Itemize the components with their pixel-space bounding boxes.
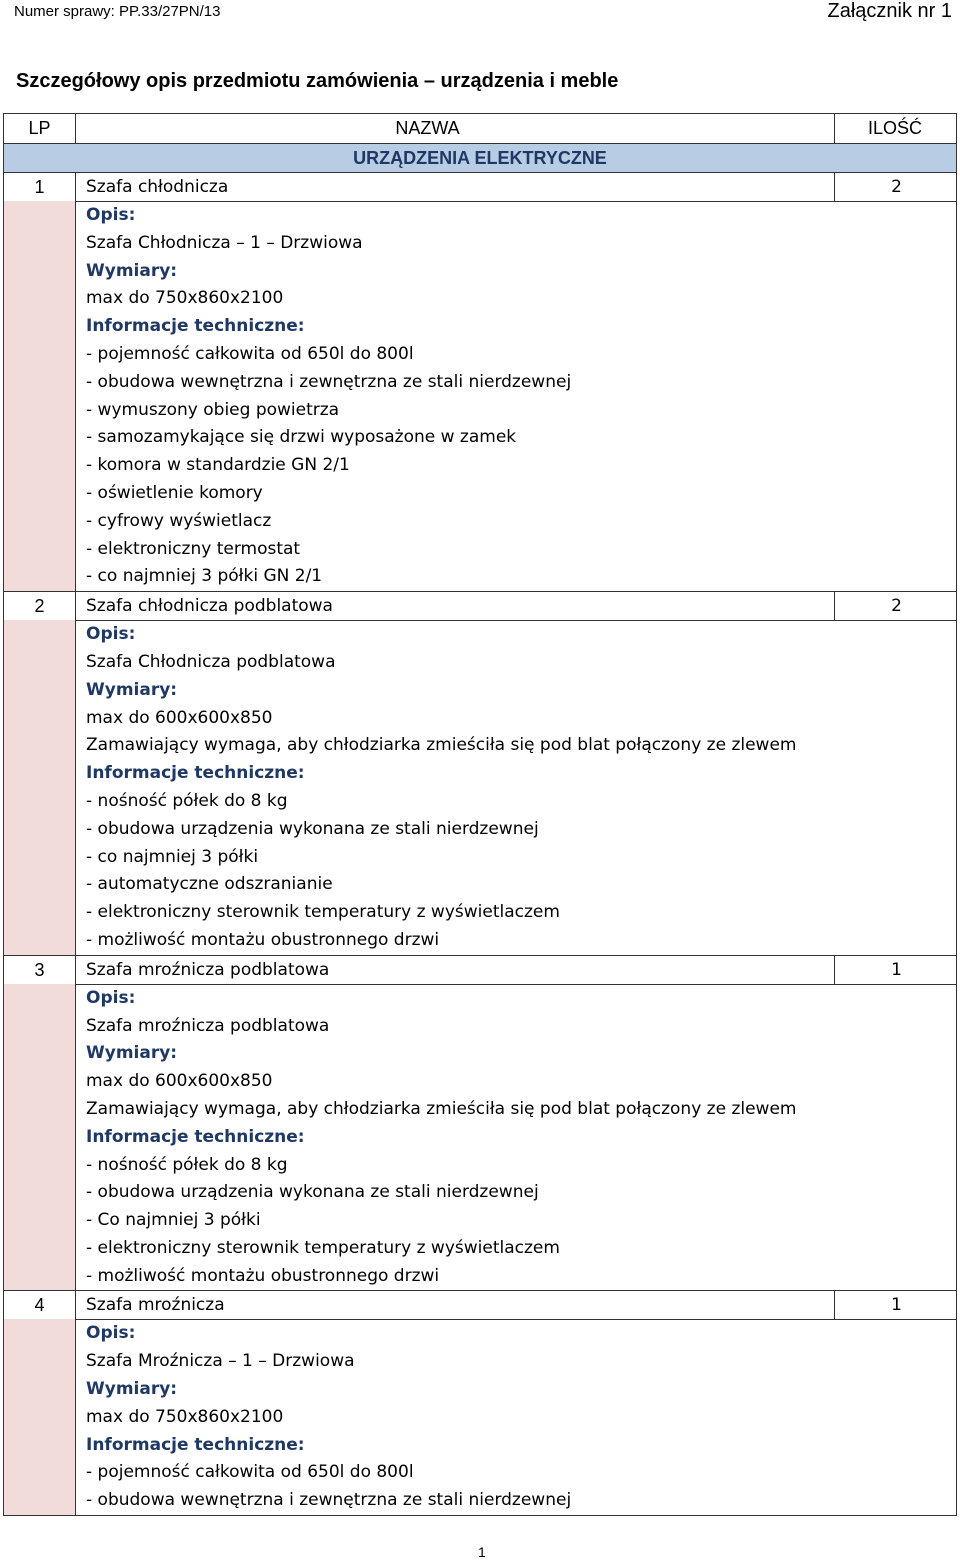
case-number: Numer sprawy: PP.33/27PN/13 — [14, 3, 221, 20]
item-quantity: 1 — [891, 1295, 902, 1316]
item-description — [76, 621, 956, 955]
description-line: Zamawiający wymaga, aby chłodziarka zmieściła się pod blat połączony ze zlewem — [86, 1098, 797, 1119]
description-line: max do 750x860x2100 — [86, 288, 284, 309]
description-line: - automatyczne odszranianie — [86, 874, 333, 895]
description-label: Opis: — [86, 624, 136, 645]
description-line: - elektroniczny sterownik temperatury z wyświetlaczem — [86, 902, 560, 923]
description-label: Wymiary: — [86, 679, 178, 700]
description-label: Opis: — [86, 1323, 136, 1344]
item-body — [76, 592, 956, 955]
description-line: - komora w standardzie GN 2/1 — [86, 455, 350, 476]
description-label: Wymiary: — [86, 1379, 178, 1400]
description-line: Szafa mroźnicza podblatowa — [86, 1015, 330, 1036]
table-row — [3, 592, 957, 956]
description-label: Informacje techniczne: — [86, 1434, 305, 1455]
item-name-line — [76, 1291, 956, 1320]
item-description — [76, 985, 956, 1291]
description-line: - obudowa wewnętrzna i zewnętrzna ze stali nierdzewnej — [86, 371, 572, 392]
description-line: - możliwość montażu obustronnego drzwi — [86, 929, 440, 950]
item-number: 3 — [4, 956, 75, 984]
description-line: Szafa Mroźnicza – 1 – Drzwiowa — [86, 1351, 355, 1372]
description-line: Szafa Chłodnicza – 1 – Drzwiowa — [86, 232, 363, 253]
item-name-line — [76, 592, 956, 621]
items-table — [3, 113, 957, 1516]
description-line: - możliwość montażu obustronnego drzwi — [86, 1265, 440, 1286]
col-name-header: NAZWA — [76, 114, 835, 143]
item-name: Szafa chłodnicza podblatowa — [76, 592, 835, 620]
item-name: Szafa mroźnicza — [76, 1291, 835, 1319]
description-line: - obudowa wewnętrzna i zewnętrzna ze stali nierdzewnej — [86, 1490, 572, 1511]
item-number: 1 — [4, 173, 75, 201]
col-qty-header: ILOŚĆ — [867, 118, 922, 138]
item-body — [76, 956, 956, 1291]
table-row — [3, 173, 957, 592]
description-label: Informacje techniczne: — [86, 1126, 305, 1147]
description-line: - obudowa urządzenia wykonana ze stali nierdzewnej — [86, 1182, 539, 1203]
description-label: Wymiary: — [86, 260, 178, 281]
description-line: - pojemność całkowita od 650l do 800l — [86, 343, 414, 364]
description-line: - nośność półek do 8 kg — [86, 790, 288, 811]
description-line: - wymuszony obieg powietrza — [86, 399, 340, 420]
section-header: URZĄDZENIA ELEKTRYCZNE — [3, 144, 957, 173]
item-name: Szafa mroźnicza podblatowa — [76, 956, 835, 984]
description-line: max do 750x860x2100 — [86, 1406, 284, 1427]
item-quantity: 2 — [891, 596, 902, 617]
document-title: Szczegółowy opis przedmiotu zamówienia – urządzenia i meble — [16, 70, 619, 92]
lp-cell — [4, 592, 76, 955]
description-line: - co najmniej 3 półki GN 2/1 — [86, 566, 323, 587]
col-lp-header: LP — [4, 114, 76, 143]
attachment-label: Załącznik nr 1 — [827, 0, 952, 22]
item-quantity: 2 — [891, 177, 902, 197]
item-description — [76, 202, 956, 591]
description-line: - elektroniczny termostat — [86, 538, 301, 559]
item-number: 4 — [4, 1291, 75, 1319]
table-row — [3, 1291, 957, 1516]
table-header-row — [3, 114, 957, 144]
item-number: 2 — [4, 592, 75, 620]
description-line: - cyfrowy wyświetlacz — [86, 510, 272, 531]
description-label: Informacje techniczne: — [86, 763, 305, 784]
description-line: Szafa Chłodnicza podblatowa — [86, 651, 336, 672]
items-container — [3, 173, 957, 1516]
item-name-line — [76, 956, 956, 985]
item-name: Szafa chłodnicza — [76, 173, 835, 201]
page-number: 1 — [478, 1544, 486, 1560]
table-row — [3, 956, 957, 1292]
description-line: Zamawiający wymaga, aby chłodziarka zmieściła się pod blat połączony ze zlewem — [86, 735, 797, 756]
description-line: - obudowa urządzenia wykonana ze stali nierdzewnej — [86, 818, 539, 839]
item-body — [76, 1291, 956, 1515]
item-name-line — [76, 173, 956, 202]
description-line: - oświetlenie komory — [86, 482, 263, 503]
description-line: - samozamykające się drzwi wyposażone w zamek — [86, 427, 517, 448]
description-label: Informacje techniczne: — [86, 316, 305, 337]
lp-cell — [4, 173, 76, 591]
description-label: Opis: — [86, 205, 136, 225]
item-body — [76, 173, 956, 591]
description-label: Opis: — [86, 987, 136, 1008]
description-line: - Co najmniej 3 półki — [86, 1210, 261, 1231]
description-label: Wymiary: — [86, 1043, 178, 1064]
item-description — [76, 1320, 956, 1515]
lp-cell — [4, 956, 76, 1291]
description-line: - elektroniczny sterownik temperatury z wyświetlaczem — [86, 1237, 560, 1258]
lp-cell — [4, 1291, 76, 1515]
description-line: max do 600x600x850 — [86, 1071, 273, 1092]
description-line: - co najmniej 3 półki — [86, 846, 259, 867]
description-line: - pojemność całkowita od 650l do 800l — [86, 1462, 414, 1483]
description-line: max do 600x600x850 — [86, 707, 273, 728]
item-quantity: 1 — [891, 959, 902, 980]
description-line: - nośność półek do 8 kg — [86, 1154, 288, 1175]
